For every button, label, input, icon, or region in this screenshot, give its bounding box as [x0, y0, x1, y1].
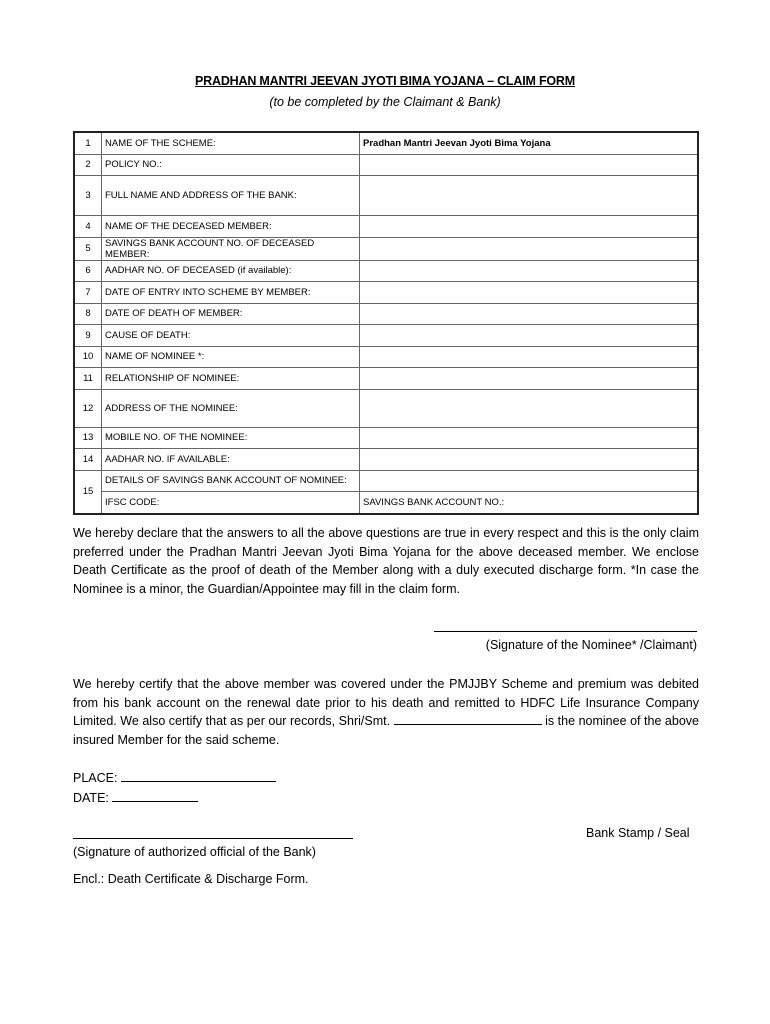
nominee-account-no-field[interactable]: SAVINGS BANK ACCOUNT NO.: — [360, 492, 699, 514]
place-blank[interactable] — [121, 769, 276, 782]
certification-part-2: is the nominee of the above insured Member for the said scheme. — [73, 714, 699, 747]
row-number: 2 — [74, 154, 102, 176]
deceased-aadhar-field[interactable] — [360, 260, 699, 282]
claim-form-table — [73, 131, 699, 515]
table-row — [74, 237, 698, 260]
table-row — [74, 470, 698, 492]
date-blank[interactable] — [112, 789, 198, 802]
nominee-name-field[interactable] — [360, 346, 699, 368]
row-label: NAME OF THE SCHEME: — [102, 132, 360, 154]
row-label: DETAILS OF SAVINGS BANK ACCOUNT OF NOMINEE: — [102, 470, 360, 492]
row-label: DATE OF DEATH OF MEMBER: — [102, 303, 360, 325]
nominee-mobile-field[interactable] — [360, 427, 699, 449]
table-row — [74, 449, 698, 471]
row-label: NAME OF THE DECEASED MEMBER: — [102, 216, 360, 238]
row-number: 9 — [74, 325, 102, 347]
bank-signature-line[interactable] — [73, 838, 353, 839]
table-row — [74, 260, 698, 282]
cause-of-death-field[interactable] — [360, 325, 699, 347]
table-row — [74, 346, 698, 368]
row-number: 12 — [74, 389, 102, 427]
table-row — [74, 303, 698, 325]
table-row — [74, 154, 698, 176]
table-row — [74, 389, 698, 427]
row-number: 10 — [74, 346, 102, 368]
table-row — [74, 492, 698, 514]
row-number: 5 — [74, 237, 102, 260]
row-number: 14 — [74, 449, 102, 471]
policy-no-field[interactable] — [360, 154, 699, 176]
table-row — [74, 368, 698, 390]
nominee-aadhar-field[interactable] — [360, 449, 699, 471]
table-row — [74, 132, 698, 154]
row-number: 4 — [74, 216, 102, 238]
death-date-field[interactable] — [360, 303, 699, 325]
row-label: RELATIONSHIP OF NOMINEE: — [102, 368, 360, 390]
declaration-text: We hereby declare that the answers to all the above questions are true in every respect and this is the only claim preferred under the Pradhan Mantri Jeevan Jyoti Bima Yojana for the above deceased member. We enclose Death Certificate as the proof of death of the Member along with a duly executed discharge form. *In case the Nominee is a minor, the Guardian/Appointee may fill in the claim form. — [73, 526, 699, 596]
row-number: 6 — [74, 260, 102, 282]
nominee-signature-label: (Signature of the Nominee* /Claimant) — [485, 638, 697, 652]
nominee-relationship-field[interactable] — [360, 368, 699, 390]
form-title: PRADHAN MANTRI JEEVAN JYOTI BIMA YOJANA – CLAIM FORM — [195, 74, 575, 88]
row-label: MOBILE NO. OF THE NOMINEE: — [102, 427, 360, 449]
deceased-name-field[interactable] — [360, 216, 699, 238]
ifsc-code-field[interactable]: IFSC CODE: — [102, 492, 360, 514]
certification-text — [73, 675, 699, 749]
nominee-name-blank[interactable] — [394, 712, 542, 725]
scheme-name-value: Pradhan Mantri Jeevan Jyoti Bima Yojana — [360, 132, 699, 154]
table-row — [74, 216, 698, 238]
nominee-signature-line[interactable] — [434, 631, 697, 632]
certification-part-1: We hereby certify that the above member was covered under the PMJJBY Scheme and premium was debited from his bank account on the renewal date prior to his death and remitted to HDFC Life Insurance Company Limited. We also certify that as per our records, Shri/Smt. — [73, 677, 699, 729]
row-number: 13 — [74, 427, 102, 449]
row-label: SAVINGS BANK ACCOUNT NO. OF DECEASED MEMBER: — [102, 237, 360, 260]
table-row — [74, 282, 698, 304]
date-label: DATE: — [73, 791, 109, 805]
table-row — [74, 427, 698, 449]
row-number: 7 — [74, 282, 102, 304]
row-number: 11 — [74, 368, 102, 390]
row-number: 1 — [74, 132, 102, 154]
row-label: CAUSE OF DEATH: — [102, 325, 360, 347]
row-number: 15 — [74, 470, 102, 514]
entry-date-field[interactable] — [360, 282, 699, 304]
row-label: DATE OF ENTRY INTO SCHEME BY MEMBER: — [102, 282, 360, 304]
date-row — [73, 789, 198, 805]
place-label: PLACE: — [73, 771, 118, 785]
row-label: FULL NAME AND ADDRESS OF THE BANK: — [102, 176, 360, 216]
form-subtitle: (to be completed by the Claimant & Bank) — [269, 95, 501, 109]
row-label: AADHAR NO. OF DECEASED (if available): — [102, 260, 360, 282]
table-row — [74, 176, 698, 216]
row-number: 8 — [74, 303, 102, 325]
nominee-address-field[interactable] — [360, 389, 699, 427]
bank-address-field[interactable] — [360, 176, 699, 216]
nominee-account-details-field[interactable] — [360, 470, 699, 492]
bank-stamp-label: Bank Stamp / Seal — [586, 826, 690, 840]
row-label: POLICY NO.: — [102, 154, 360, 176]
row-label: ADDRESS OF THE NOMINEE: — [102, 389, 360, 427]
bank-signature-label: (Signature of authorized official of the Bank) — [73, 845, 316, 859]
place-row — [73, 769, 276, 785]
row-label: NAME OF NOMINEE *: — [102, 346, 360, 368]
row-number: 3 — [74, 176, 102, 216]
enclosures-text: Encl.: Death Certificate & Discharge Form. — [73, 872, 309, 886]
deceased-account-field[interactable] — [360, 237, 699, 260]
row-label: AADHAR NO. IF AVAILABLE: — [102, 449, 360, 471]
table-row — [74, 325, 698, 347]
